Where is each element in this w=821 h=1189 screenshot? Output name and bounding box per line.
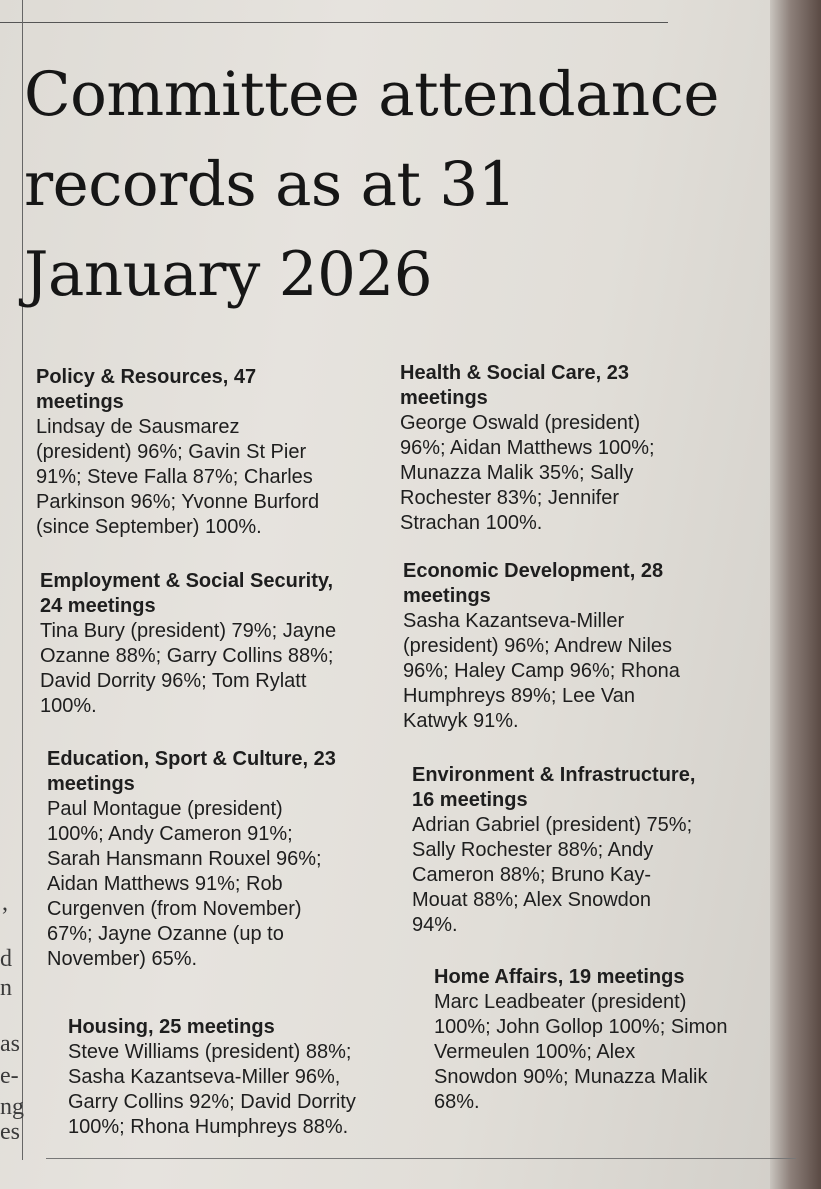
- committee-members: Adrian Gabriel (president) 75%;: [412, 814, 693, 836]
- committee-members: 67%; Jayne Ozanne (up to: [47, 923, 284, 945]
- committee-members: 100%; Andy Cameron 91%;: [47, 823, 293, 845]
- committee-members: Vermeulen 100%; Alex: [434, 1041, 636, 1063]
- committee-heading: meetings: [400, 387, 488, 409]
- committee-members: Aidan Matthews 91%; Rob: [47, 873, 283, 895]
- committee-education-sport-culture: [47, 747, 336, 972]
- committee-members: (president) 96%; Gavin St Pier: [36, 441, 307, 463]
- committee-heading: meetings: [36, 391, 124, 413]
- gutter-fragment: e-: [0, 1063, 19, 1089]
- committee-members: Curgenven (from November): [47, 898, 302, 920]
- committee-members: 100%.: [40, 695, 97, 717]
- committee-members: Sally Rochester 88%; Andy: [412, 839, 654, 861]
- committee-members: Marc Leadbeater (president): [434, 991, 687, 1013]
- committee-members: (president) 96%; Andrew Niles: [403, 635, 673, 657]
- committee-heading: meetings: [403, 585, 491, 607]
- committee-members: Strachan 100%.: [400, 512, 543, 534]
- committee-members: 100%; John Gollop 100%; Simon: [434, 1016, 728, 1038]
- committee-members: 68%.: [434, 1091, 480, 1113]
- headline-line: as at 31 January 2026: [24, 149, 517, 310]
- committee-employment-social-security: [40, 569, 336, 719]
- committee-members: 96%; Haley Camp 96%; Rhona: [403, 660, 680, 682]
- committee-members: Katwyk 91%.: [403, 710, 519, 732]
- committee-members: Mouat 88%; Alex Snowdon: [412, 889, 652, 911]
- committee-members: Munazza Malik 35%; Sally: [400, 462, 634, 484]
- committee-economic-development: [403, 559, 680, 734]
- headline: [24, 50, 744, 320]
- committee-heading: Health & Social Care, 23: [400, 362, 629, 384]
- committee-members: Cameron 88%; Bruno Kay-: [412, 864, 652, 886]
- headline-line: attendance records: [24, 59, 719, 220]
- committee-members: 94%.: [412, 914, 458, 936]
- column-divider-left: [22, 0, 23, 1160]
- committee-members: Paul Montague (president): [47, 798, 283, 820]
- committee-members: Rochester 83%; Jennifer: [400, 487, 620, 509]
- gutter-fragment: es: [0, 1119, 20, 1145]
- committee-heading: Environment & Infrastructure,: [412, 764, 696, 786]
- committee-health-social-care: [400, 361, 655, 536]
- committee-members: Humphreys 89%; Lee Van: [403, 685, 635, 707]
- committee-members: Sasha Kazantseva-Miller: [403, 610, 625, 632]
- page-edge-shadow: [770, 0, 821, 1189]
- committee-members: Lindsay de Sausmarez: [36, 416, 240, 438]
- committee-members: 96%; Aidan Matthews 100%;: [400, 437, 655, 459]
- committee-heading: Economic Development, 28: [403, 560, 664, 582]
- committee-members: Snowdon 90%; Munazza Malik: [434, 1066, 708, 1088]
- committee-members: Parkinson 96%; Yvonne Burford: [36, 491, 320, 513]
- committee-members: Sarah Hansmann Rouxel 96%;: [47, 848, 322, 870]
- committee-members: (since September) 100%.: [36, 516, 262, 538]
- committee-heading: 24 meetings: [40, 595, 156, 617]
- committee-members: Steve Williams (president) 88%;: [68, 1041, 352, 1063]
- gutter-fragment: as: [0, 1031, 20, 1057]
- committee-policy-resources: [36, 365, 319, 540]
- gutter-fragment: ,: [2, 890, 8, 916]
- committee-heading: Home Affairs, 19 meetings: [434, 966, 685, 988]
- committee-heading: meetings: [47, 773, 135, 795]
- committee-members: George Oswald (president): [400, 412, 641, 434]
- gutter-fragment: ng: [0, 1094, 24, 1120]
- committee-members: 100%; Rhona Humphreys 88%.: [68, 1116, 349, 1138]
- bottom-rule: [46, 1158, 796, 1159]
- committee-members: David Dorrity 96%; Tom Rylatt: [40, 670, 307, 692]
- top-rule: [0, 22, 668, 23]
- committee-heading: 16 meetings: [412, 789, 528, 811]
- gutter-fragment: d: [0, 946, 12, 972]
- committee-members: Garry Collins 92%; David Dorrity: [68, 1091, 356, 1113]
- committee-members: 91%; Steve Falla 87%; Charles: [36, 466, 313, 488]
- headline-line: Committee: [24, 59, 360, 130]
- committee-home-affairs: [434, 965, 728, 1115]
- gutter-fragment: n: [0, 975, 12, 1001]
- committee-members: Sasha Kazantseva-Miller 96%,: [68, 1066, 341, 1088]
- committee-heading: Policy & Resources, 47: [36, 366, 257, 388]
- committee-heading: Employment & Social Security,: [40, 570, 334, 592]
- committee-environment-infrastructure: [412, 763, 695, 938]
- committee-members: November) 65%.: [47, 948, 198, 970]
- committee-housing: [68, 1015, 356, 1140]
- committee-members: Tina Bury (president) 79%; Jayne: [40, 620, 337, 642]
- committee-members: Ozanne 88%; Garry Collins 88%;: [40, 645, 334, 667]
- committee-heading: Education, Sport & Culture, 23: [47, 748, 336, 770]
- committee-heading: Housing, 25 meetings: [68, 1016, 275, 1038]
